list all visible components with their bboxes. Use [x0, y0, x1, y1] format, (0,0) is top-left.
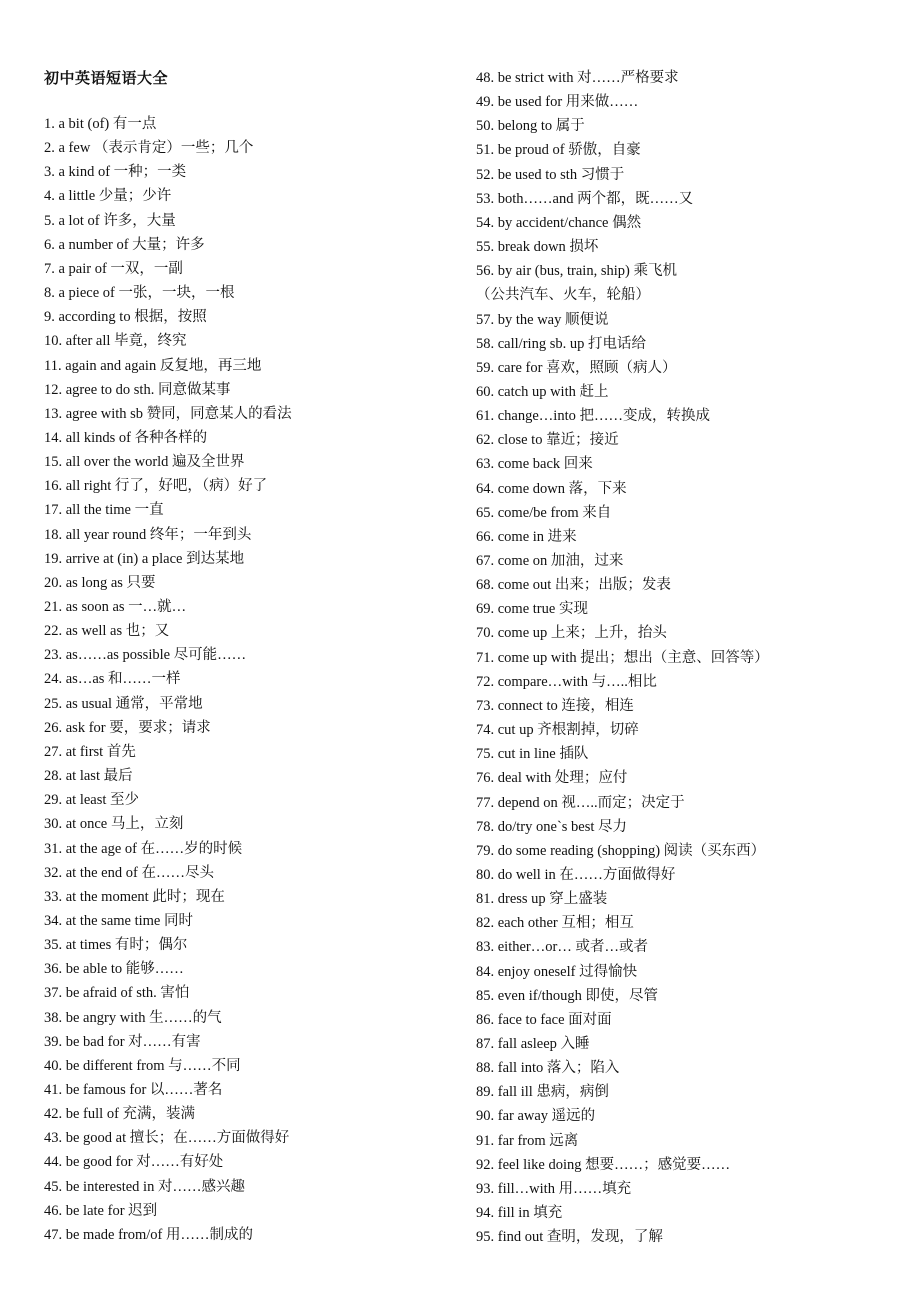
phrase-line: 28. at last 最后: [44, 768, 133, 785]
phrase-line: 36. be able to 能够……: [44, 961, 184, 978]
phrase-line: 37. be afraid of sth. 害怕: [44, 985, 190, 1002]
phrase-line: 12. agree to do sth. 同意做某事: [44, 381, 231, 398]
phrase-line: 88. fall into 落入；陷入: [476, 1060, 620, 1077]
phrase-line: 70. come up 上来；上升，抬头: [476, 625, 667, 642]
phrase-line: （公共汽车、火车，轮船）: [476, 287, 650, 304]
phrase-line: 87. fall asleep 入睡: [476, 1036, 590, 1052]
phrase-line: 39. be bad for 对……有害: [44, 1033, 201, 1050]
phrase-line: 60. catch up with 赶上: [476, 383, 609, 400]
phrase-line: 59. care for 喜欢，照顾（病人）: [476, 359, 677, 376]
phrase-line: 68. come out 出来；出版；发表: [476, 577, 671, 594]
phrase-line: 27. at first 首先: [44, 743, 136, 760]
phrase-line: 78. do/try one`s best 尽力: [476, 818, 628, 835]
phrase-line: 14. all kinds of 各种各样的: [44, 429, 208, 446]
phrase-line: 24. as…as 和……一样: [44, 671, 181, 688]
phrase-line: 49. be used for 用来做……: [476, 94, 639, 111]
phrase-line: 4. a little 少量；少许: [44, 188, 172, 205]
phrase-line: 55. break down 损坏: [476, 239, 599, 256]
phrase-line: 34. at the same time 同时: [44, 912, 193, 929]
phrase-line: 69. come true 实现: [476, 601, 588, 618]
phrase-line: 83. either…or… 或者…或者: [476, 939, 648, 956]
phrase-line: 84. enjoy oneself 过得愉快: [476, 963, 638, 980]
phrase-line: 86. face to face 面对面: [476, 1011, 612, 1028]
phrase-line: 47. be made from/of 用……制成的: [44, 1226, 254, 1243]
phrase-line: 89. fall ill 患病，病倒: [476, 1084, 609, 1101]
phrase-line: 58. call/ring sb. up 打电话给: [476, 335, 646, 352]
phrase-line: 50. belong to 属于: [476, 118, 585, 135]
phrase-line: 63. come back 回来: [476, 456, 593, 473]
phrase-line: 31. at the age of 在……岁的时候: [44, 840, 243, 857]
phrase-line: 64. come down 落，下来: [476, 480, 627, 497]
phrase-line: 77. depend on 视…..而定；决定于: [476, 794, 685, 811]
phrase-line: 82. each other 互相；相互: [476, 915, 634, 932]
phrase-line: 53. both……and 两个都，既……又: [476, 190, 694, 207]
phrase-line: 81. dress up 穿上盛装: [476, 891, 608, 908]
phrase-line: 61. change…into 把……变成，转换成: [476, 408, 710, 425]
phrase-line: 76. deal with 处理；应付: [476, 770, 628, 787]
phrase-line: 41. be famous for 以……著名: [44, 1082, 223, 1098]
phrase-line: 44. be good for 对……有好处: [44, 1154, 224, 1171]
phrase-line: 3. a kind of 一种；一类: [44, 164, 187, 181]
phrase-line: 40. be different from 与……不同: [44, 1057, 241, 1074]
phrase-line: 6. a number of 大量；许多: [44, 236, 205, 253]
phrase-line: 33. at the moment 此时；现在: [44, 888, 225, 905]
phrase-line: 25. as usual 通常，平常地: [44, 695, 203, 712]
phrase-line: 52. be used to sth 习惯于: [476, 166, 625, 183]
phrase-line: 74. cut up 齐根割掉，切碎: [476, 722, 639, 739]
phrase-line: 54. by accident/chance 偶然: [476, 214, 642, 231]
phrase-line: 48. be strict with 对……严格要求: [476, 70, 679, 86]
phrase-line: 42. be full of 充满，装满: [44, 1106, 196, 1123]
phrase-line: 62. close to 靠近；接近: [476, 432, 619, 449]
phrase-line: 56. by air (bus, train, ship) 乘飞机: [476, 263, 677, 280]
phrase-line: 15. all over the world 遍及全世界: [44, 454, 245, 471]
phrase-line: 20. as long as 只要: [44, 574, 156, 591]
phrase-line: 38. be angry with 生……的气: [44, 1009, 222, 1026]
phrase-line: 51. be proud of 骄傲，自豪: [476, 142, 641, 159]
phrase-line: 57. by the way 顺便说: [476, 311, 609, 328]
document-title: 初中英语短语大全: [44, 69, 169, 87]
phrase-line: 75. cut in line 插队: [476, 746, 589, 763]
phrase-line: 45. be interested in 对……感兴趣: [44, 1178, 245, 1195]
phrase-line: 17. all the time 一直: [44, 502, 164, 519]
phrase-line: 13. agree with sb 赞同，同意某人的看法: [44, 405, 292, 422]
phrase-line: 23. as……as possible 尽可能……: [44, 647, 247, 664]
phrase-line: 19. arrive at (in) a place 到达某地: [44, 550, 245, 567]
phrase-line: 90. far away 遥远的: [476, 1108, 596, 1125]
phrase-line: 80. do well in 在……方面做得好: [476, 866, 676, 883]
phrase-line: 85. even if/though 即使，尽管: [476, 987, 659, 1004]
phrase-line: 8. a piece of 一张，一块，一根: [44, 285, 235, 302]
phrase-line: 21. as soon as 一…就…: [44, 599, 187, 615]
phrase-line: 29. at least 至少: [44, 792, 140, 809]
phrase-line: 93. fill…with 用……填充: [476, 1180, 632, 1197]
phrase-line: 26. ask for 要，要求；请求: [44, 719, 211, 736]
phrase-line: 73. connect to 连接，相连: [476, 697, 634, 714]
phrase-line: 1. a bit (of) 有一点: [44, 116, 157, 132]
phrase-line: 5. a lot of 许多，大量: [44, 212, 176, 229]
phrase-line: 32. at the end of 在……尽头: [44, 864, 214, 881]
phrase-line: 30. at once 马上，立刻: [44, 816, 184, 833]
phrase-line: 95. find out 查明，发现，了解: [476, 1229, 663, 1246]
phrase-line: 67. come on 加油，过来: [476, 553, 624, 569]
phrase-line: 10. after all 毕竟，终究: [44, 333, 187, 350]
phrase-line: 66. come in 进来: [476, 528, 577, 545]
phrase-line: 71. come up with 提出；想出（主意、回答等）: [476, 649, 769, 666]
phrase-line: 72. compare…with 与…..相比: [476, 673, 657, 690]
phrase-line: 35. at times 有时；偶尔: [44, 937, 188, 954]
phrase-line: 11. again and again 反复地，再三地: [44, 357, 262, 374]
phrase-line: 92. feel like doing 想要……；感觉要……: [476, 1156, 731, 1173]
phrase-line: 2. a few （表示肯定）一些；几个: [44, 140, 254, 157]
phrase-line: 22. as well as 也；又: [44, 623, 170, 640]
phrase-line: 7. a pair of 一双，一副: [44, 260, 183, 277]
phrase-line: 18. all year round 终年；一年到头: [44, 526, 252, 543]
phrase-line: 94. fill in 填充: [476, 1205, 563, 1222]
phrase-line: 43. be good at 擅长；在……方面做得好: [44, 1130, 290, 1147]
phrase-line: 16. all right 行了，好吧，（病）好了: [44, 478, 268, 495]
phrase-line: 46. be late for 迟到: [44, 1202, 158, 1219]
phrase-line: 65. come/be from 来自: [476, 504, 612, 521]
phrase-line: 9. according to 根据，按照: [44, 309, 207, 326]
phrase-line: 79. do some reading (shopping) 阅读（买东西）: [476, 842, 766, 859]
phrase-line: 91. far from 远离: [476, 1132, 579, 1149]
